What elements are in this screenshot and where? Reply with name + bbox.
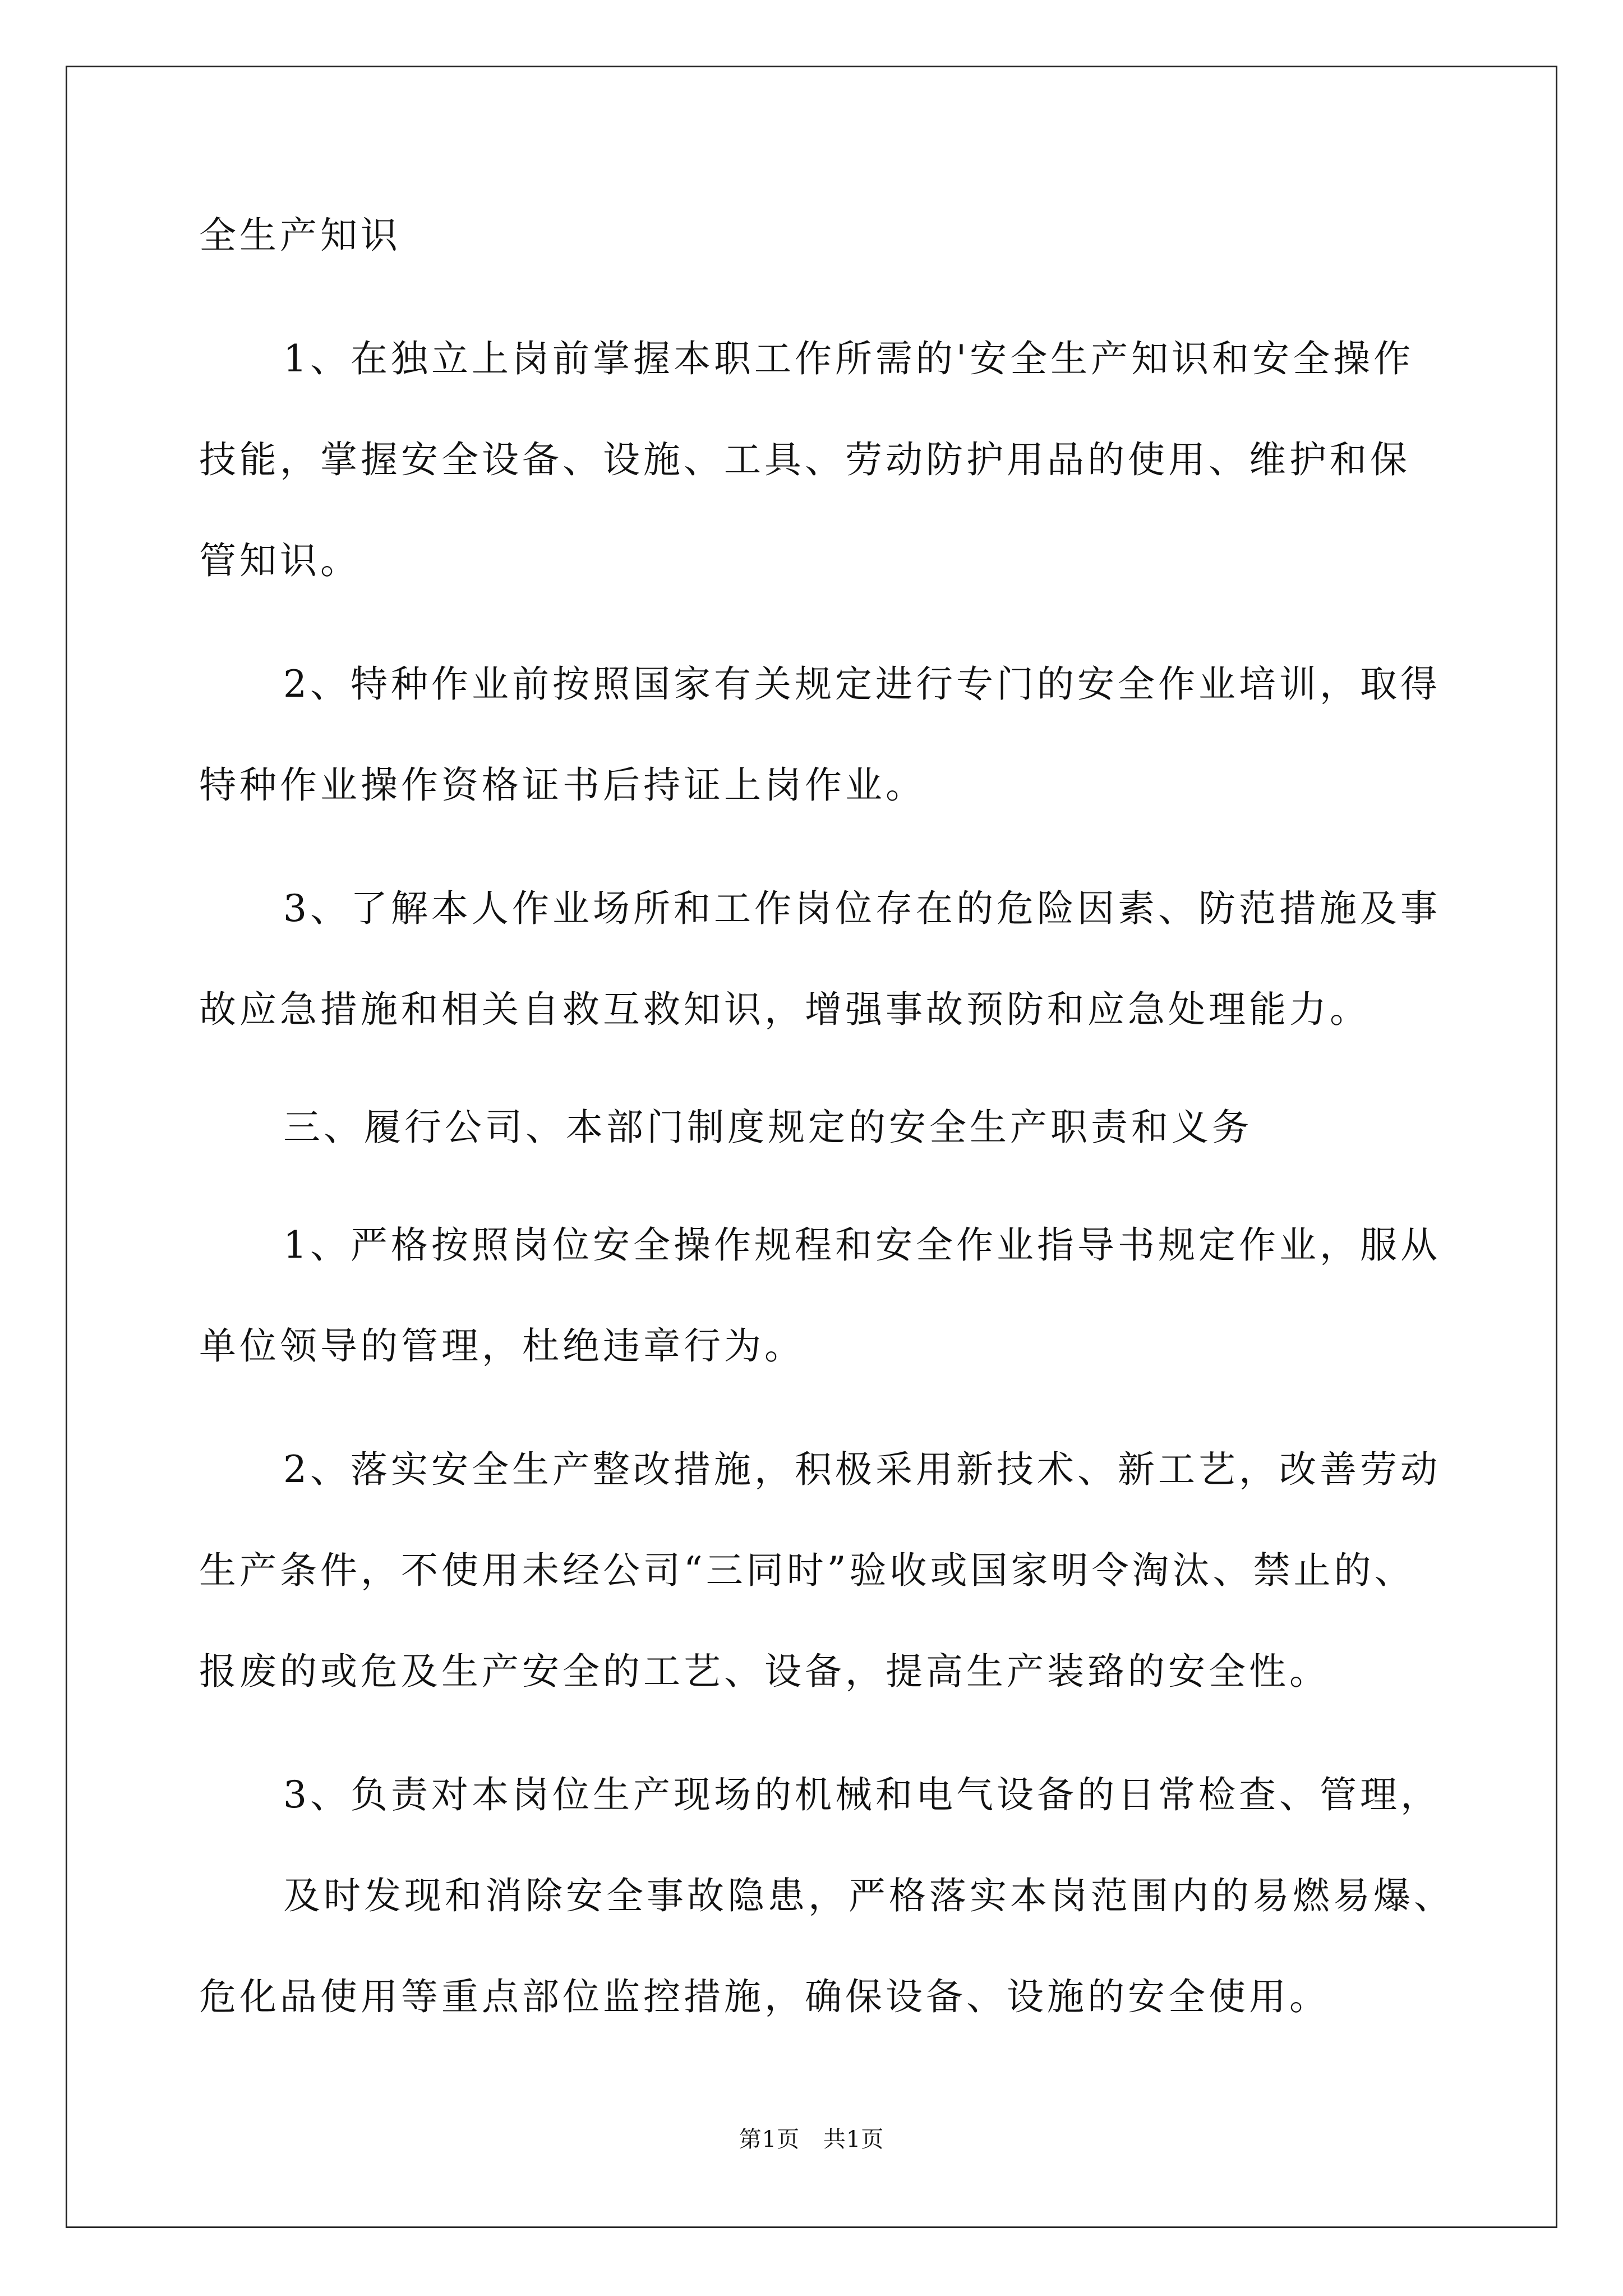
page-total: 共1页 xyxy=(823,2127,884,2152)
text-line-8: 故应急措施和相关自救互救知识，增强事故预防和应急处理能力。 xyxy=(199,988,1370,1031)
page-number: 第1页 xyxy=(739,2127,800,2152)
text-line-7: 3、了解本人作业场所和工作岗位存在的危险因素、防范措施及事 xyxy=(283,887,1441,930)
text-line-17: 危化品使用等重点部位监控措施，确保设备、设施的安全使用。 xyxy=(199,1975,1330,2018)
text-line-6: 特种作业操作资格证书后持证上岗作业。 xyxy=(199,763,926,807)
text-line-16: 及时发现和消除安全事故隐患，严格落实本岗范围内的易燃易爆、 xyxy=(283,1874,1454,1917)
text-line-10: 1、严格按照岗位安全操作规程和安全作业指导书规定作业，服从 xyxy=(283,1223,1441,1267)
text-line-15: 3、负责对本岗位生产现场的机械和电气设备的日常检查、管理， xyxy=(283,1773,1441,1816)
text-line-2: 1、在独立上岗前掌握本职工作所需的'安全生产知识和安全操作 xyxy=(283,337,1414,380)
text-line-14: 报废的或危及生产安全的工艺、设备，提高生产装臵的安全性。 xyxy=(199,1650,1330,1693)
page-footer xyxy=(0,2126,1623,2153)
text-line-12: 2、落实安全生产整改措施，积极采用新技术、新工艺，改善劳动 xyxy=(283,1448,1441,1491)
text-line-3: 技能，掌握安全设备、设施、工具、劳动防护用品的使用、维护和保 xyxy=(199,438,1410,481)
text-line-13: 生产条件，不使用未经公司“三同时”验收或国家明令淘汰、禁止的、 xyxy=(199,1549,1415,1592)
text-line-1: 全生产知识 xyxy=(199,214,401,257)
text-line-4: 管知识。 xyxy=(199,539,361,582)
text-line-11: 单位领导的管理，杜绝违章行为。 xyxy=(199,1324,805,1368)
text-line-5: 2、特种作业前按照国家有关规定进行专门的安全作业培训，取得 xyxy=(283,662,1441,706)
text-line-9: 三、履行公司、本部门制度规定的安全生产职责和义务 xyxy=(283,1106,1252,1149)
